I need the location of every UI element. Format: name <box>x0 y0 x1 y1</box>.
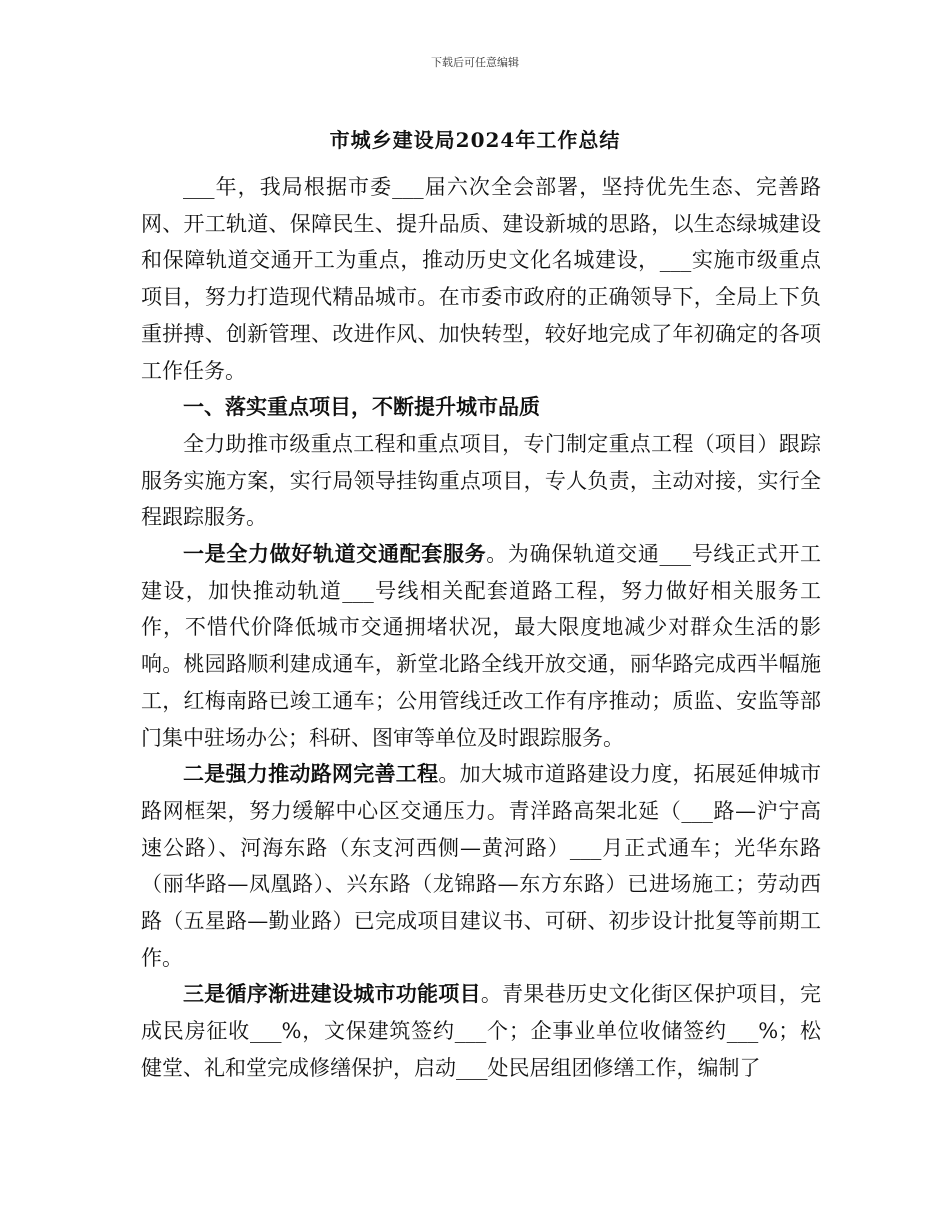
page-header-note: 下载后可任意编辑 <box>431 56 519 69</box>
item-text-road-network: 。加大城市道路建设力度，拓展延伸城市路网框架，努力缓解中心区交通压力。青洋路高架北延（___路—沪宁高速公路）、河海东路（东支河西侧—黄河路）___月正式通车；光华东路（丽华路—凤凰路）、兴东路（龙锦路—东方东路）已进场施工；劳动西路（五星路—勤业路）已完成项目建议书、可研、初步设计批复等前期工作。 <box>141 762 822 970</box>
item-lead-function-projects: 三是循序渐进建设城市功能项目 <box>183 981 481 1007</box>
item-text-function-projects: 。青果巷历史文化街区保护项目，完成民房征收___%，文保建筑签约___个；企事业单位收储签约___%；松健堂、礼和堂完成修缮保护，启动___处民居组团修缮工作，编制了 <box>141 982 822 1080</box>
section-intro-paragraph: 全力助推市级重点工程和重点项目，专门制定重点工程（项目）跟踪服务实施方案，实行局领导挂钩重点项目，专人负责，主动对接，实行全程跟踪服务。 <box>141 431 821 530</box>
document-body <box>141 169 821 1087</box>
item-paragraph-rail <box>141 536 821 756</box>
item-lead-road-network: 二是强力推动路网完善工程 <box>183 761 439 787</box>
section-heading: 一、落实重点项目，不断提升城市品质 <box>183 394 540 420</box>
item-paragraph-road-network <box>141 756 821 976</box>
intro-paragraph: ___年，我局根据市委___届六次全会部署，坚持优先生态、完善路网、开工轨道、保障民生、提升品质、建设新城的思路，以生态绿城建设和保障轨道交通开工为重点，推动历史文化名城建设，___实施市级重点项目，努力打造现代精品城市。在市委市政府的正确领导下，全局上下负重拼搏、创新管理、改进作风、加快转型，较好地完成了年初确定的各项工作任务。 <box>141 175 821 383</box>
item-text-rail: 。为确保轨道交通___号线正式开工建设，加快推动轨道___号线相关配套道路工程，努力做好相关服务工作，不惜代价降低城市交通拥堵状况，最大限度地减少对群众生活的影响。桃园路顺利建成通车，新堂北路全线开放交通，丽华路完成西半幅施工，红梅南路已竣工通车；公用管线迁改工作有序推动；质监、安监等部门集中驻场办公；科研、图审等单位及时跟踪服务。 <box>141 542 821 750</box>
document-title: 市城乡建设局2024年工作总结 <box>329 128 621 152</box>
item-lead-rail: 一是全力做好轨道交通配套服务 <box>183 541 487 567</box>
item-paragraph-function-projects <box>141 976 821 1086</box>
